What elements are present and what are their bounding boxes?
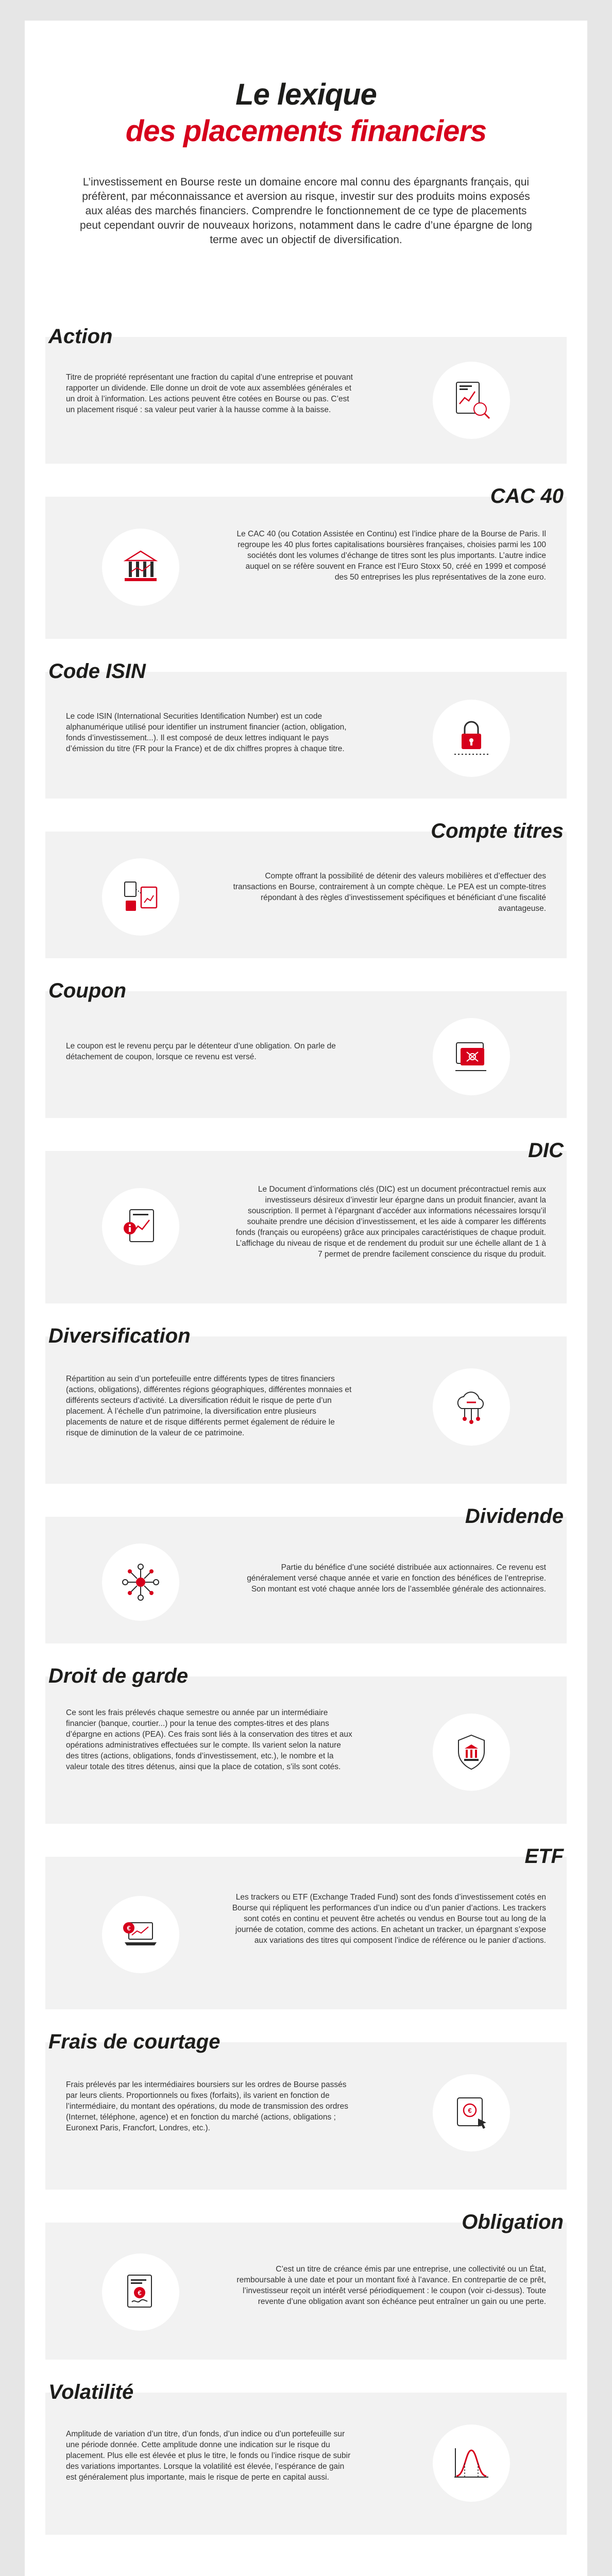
page-header [0, 77, 612, 148]
entry-term: CAC 40 [490, 485, 564, 507]
entry-action [45, 325, 567, 464]
entry-text: C’est un titre de créance émis par une entreprise, une collectivité ou un État, remboursable à une date et pour un montant fixé à l’avance. En contrepartie de ce prêt, l’investisseur reçoit un intérêt versé périodiquement : le coupon (voir ci-dessus). Toute revente d’une obligation avant son échéance peut entraîner un gain ou une perte. [236, 2265, 546, 2306]
document-info-icon [102, 1188, 179, 1265]
svg-text:€: € [468, 2107, 472, 2114]
entry-term: Dividende [465, 1505, 564, 1528]
entry-compte-titres [45, 819, 567, 958]
entry-text: Le CAC 40 (ou Cotation Assistée en Continu) est l’indice phare de la Bourse de Paris. Il regroupe les 40 plus fortes capitalisations boursières françaises, choisies parmi les 100 sociétés dont les volumes d’échange de titres sont les plus importants. L’autre indice auquel on se réfère souvent en France est l’Euro Stoxx 50, créé en 1999 et composé des 50 entreprises les plus représentatives de la zone euro. [236, 530, 546, 582]
tablet-touch-icon [433, 2074, 510, 2151]
entry-text: Partie du bénéfice d’une société distribuée aux actionnaires. Ce revenu est généralement versé chaque année et varie en fonction des bénéfices de l’entreprise. Son montant est voté chaque année lors de l’assemblée générale des actionnaires. [247, 1563, 546, 1594]
entry-text: Les trackers ou ETF (Exchange Traded Fund) sont des fonds d’investissement cotés en Bourse qui répliquent les performances d’un indice ou d’un panier d’actions. Les trackers sont cotés en continu et peuvent être achetés ou vendus en Bourse tout au long de la journée de cotation, comme des actions. En achetant un tracker, un épargnant s’expose aux variations des titres qui composent l’indice de référence ou le panier d’actions. [232, 1893, 546, 1945]
entry-text: Le Document d’informations clés (DIC) est un document précontractuel remis aux investisseurs désireux d’investir leur épargne dans un produit financier, avant la souscription. Il permet à l’épargnant d’accéder aux informations nécessaires lorsqu’il souhaite prendre une décision d’investissement, et les aide à comparer les différents fonds (français ou européens) grâce aux principales caractéristiques de chaque produit. L’affichage du niveau de risque et de rendement du produit sur une échelle allant de 1 à 7 permet de prendre facilement conscience du risque du produit. [235, 1185, 546, 1259]
entry-text: Le code ISIN (International Securities Identification Number) est un code alphanumérique utilisé pour identifier un instrument financier (action, obligation, fonds d’investissement...). Il est composé de deux lettres indiquant le pays d’émission du titre (FR pour la France) et de dix chiffres propres à chaque titre. [66, 712, 347, 753]
page-title-line1: Le lexique [235, 78, 377, 111]
entry-term: Compte titres [431, 820, 564, 842]
entry-droit-de-garde [45, 1664, 567, 1824]
coupon-ticket-icon [433, 1018, 510, 1095]
intro-paragraph: L’investissement en Bourse reste un domaine encore mal connu des épargnants français, qui préfèrent, par méconnaissance et aversion au risque, investir sur des produits moins exposés aux aléas des marchés financiers. Comprendre le fonctionnement de ce type de placements peut cependant ouvrir de nouveaux horizons, notamment dans le cadre d’une épargne de long terme avec un objectif de diversification. [80, 176, 532, 246]
bank-chart-icon [102, 529, 179, 606]
page-title-line2: des placements financiers [125, 114, 487, 148]
entry-term: Droit de garde [48, 1665, 189, 1687]
lock-code-icon [433, 700, 510, 777]
account-documents-icon [102, 858, 179, 936]
entry-term: Obligation [462, 2211, 564, 2233]
entry-term: ETF [524, 1845, 564, 1868]
entry-term: Volatilité [48, 2381, 134, 2403]
svg-text:€: € [127, 1924, 131, 1932]
laptop-euro-icon [102, 1896, 179, 1973]
shield-building-icon [433, 1714, 510, 1791]
entry-volatilite [45, 2380, 567, 2535]
cloud-network-icon [433, 1368, 510, 1446]
entry-text: Répartition au sein d’un portefeuille entre différents types de titres financiers (actions, obligations), différentes régions géographiques, différentes monnaies et différents secteurs d’activité. La diversification réduit le risque de perte d’un placement. À l’échelle d’un patrimoine, la diversification entre plusieurs placements de nature et de risque différents permet également de réduire le risque de diminution de la valeur de ce patrimoine. [66, 1375, 352, 1437]
people-network-icon [102, 1544, 179, 1621]
entry-term: Coupon [48, 979, 127, 1002]
entry-cac40 [45, 484, 567, 639]
entry-diversification [45, 1324, 567, 1484]
entry-coupon [45, 979, 567, 1118]
entry-frais-de-courtage [45, 2030, 567, 2190]
contract-euro-icon [102, 2253, 179, 2331]
entry-text: Amplitude de variation d’un titre, d’un fonds, d’un indice ou d’un portefeuille sur une période donnée. Cette amplitude donne une indication sur le risque du placement. Plus elle est élevée et plus le titre, le fonds ou l’indice risque de subir des variations importantes. Lorsque la volatilité est élevée, l’espérance de gain est généralement plus importante, mais le risque de perte en capital aussi. [66, 2430, 351, 2482]
entry-text: Le coupon est le revenu perçu par le détenteur d’une obligation. On parle de détachement de coupon, lorsque ce revenu est versé. [66, 1042, 336, 1061]
entry-text: Frais prélevés par les intermédiaires boursiers sur les ordres de Bourse passés par leurs clients. Proportionnels ou fixes (forfaits), ils varient en fonction de l’intermédiaire, du montant des opérations, du mode de transmission des ordres (Internet, téléphone, agence) et en fonction du marché (actions, obligations ; Euronext Paris, Francfort, Londres, etc.). [66, 2080, 348, 2132]
entry-term: DIC [528, 1139, 564, 1162]
entry-text: Ce sont les frais prélevés chaque semestre ou année par un intermédiaire financier (banque, courtier...) pour la tenue des comptes-titres et des plans d’épargne en actions (PEA). Ces frais sont liés à la conservation des titres et aux opérations administratives effectuées sur le compte. Ils varient selon la nature des titres (actions, obligations, fonds d’investissement, etc.), le nombre et la valeur totale des titres détenus, ainsi que la place de cotation, s’ils sont cotés. [66, 1708, 352, 1771]
document-chart-icon [433, 362, 510, 439]
entry-text: Compte offrant la possibilité de détenir des valeurs mobilières et d’effectuer des transactions en Bourse, contrairement à un compte chèque. Le PEA est un compte-titres répondant à des règles d’investissement spécifiques et bénéficiant d’une fiscalité avantageuse. [233, 872, 546, 913]
entry-text: Titre de propriété représentant une fraction du capital d’une entreprise et pouvant rapporter un dividende. Elle donne un droit de vote aux assemblées générales et un droit à l’information. Les actions peuvent être cotées en Bourse ou pas. C’est un placement risqué : sa valeur peut varier à la hausse comme à la baisse. [66, 373, 353, 414]
svg-text:€: € [138, 2289, 142, 2297]
entry-obligation [45, 2210, 567, 2360]
entry-dividende [45, 1504, 567, 1643]
entry-term: Code ISIN [48, 660, 146, 683]
entry-term: Diversification [48, 1325, 191, 1347]
bell-curve-icon [433, 2425, 510, 2502]
entry-etf [45, 1844, 567, 2009]
entry-dic [45, 1139, 567, 1303]
entry-term: Frais de courtage [48, 2030, 220, 2053]
entry-code-isin [45, 659, 567, 799]
entry-term: Action [48, 325, 113, 348]
